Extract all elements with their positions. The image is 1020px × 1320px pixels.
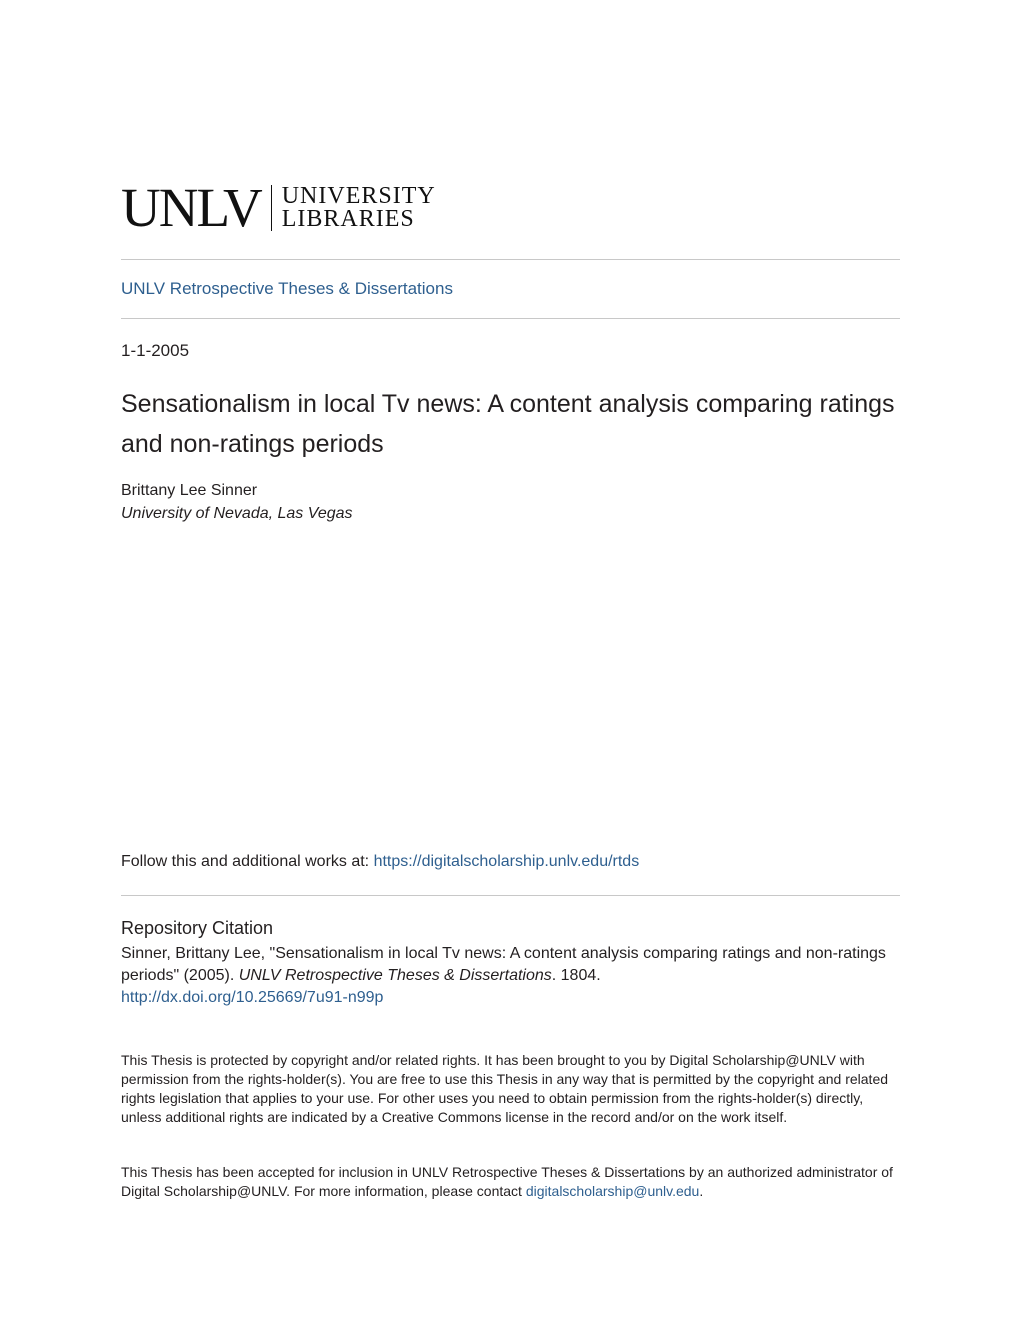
author-affiliation: University of Nevada, Las Vegas: [121, 505, 353, 522]
follow-line: [121, 853, 639, 871]
citation-heading: Repository Citation: [121, 918, 274, 938]
divider-top: [121, 259, 900, 260]
contact-email-link[interactable]: digitalscholarship@unlv.edu: [525, 1183, 700, 1199]
logo-divider: [271, 185, 272, 231]
author-name: Brittany Lee Sinner: [121, 482, 258, 499]
citation-series: UNLV Retrospective Theses & Dissertations: [238, 967, 552, 984]
citation-body: [121, 943, 900, 1009]
unlv-libraries-logo: [121, 177, 436, 238]
logo-text-line1: UNIVERSITY: [281, 183, 436, 209]
acceptance-end: .: [699, 1183, 704, 1199]
follow-link[interactable]: https://digitalscholarship.unlv.edu/rtds: [373, 853, 640, 870]
acceptance-statement: [121, 1163, 900, 1201]
acceptance-text: This Thesis has been accepted for inclusion in UNLV Retrospective Theses & Dissertations by an authorized administrator of Digital Scholarship@UNLV. For more information, please contact: [121, 1164, 893, 1199]
logo-text: [282, 185, 436, 231]
logo-text-line2: LIBRARIES: [281, 206, 415, 232]
rights-statement: This Thesis is protected by copyright and/or related rights. It has been brought to you by Digital Scholarship@UNLV with permission from the rights-holder(s). You are free to use this Thesis in any way that is permitted by the copyright and related rights legislation that applies to your use. For other uses you need to obtain permission from the rights-holder(s) directly, unless additional rights are indicated by a Creative Commons license in the record and/or on the work itself.: [121, 1052, 889, 1125]
follow-label: Follow this and additional works at:: [121, 853, 374, 870]
divider-citation: [121, 895, 900, 896]
doi-link[interactable]: http://dx.doi.org/10.25669/7u91-n99p: [121, 989, 384, 1006]
series-link[interactable]: UNLV Retrospective Theses & Dissertations: [121, 279, 453, 298]
document-title: Sensationalism in local Tv news: A content analysis comparing ratings and non-ratings periods: [121, 390, 895, 458]
publication-date: 1-1-2005: [121, 341, 190, 360]
divider-series: [121, 318, 900, 319]
logo-mark: UNLV: [121, 177, 261, 238]
citation-number: . 1804.: [551, 967, 601, 984]
citation-text: Sinner, Brittany Lee, "Sensationalism in local Tv news: A content analysis comparing ratings and non-ratings periods" (2005).: [121, 945, 886, 984]
